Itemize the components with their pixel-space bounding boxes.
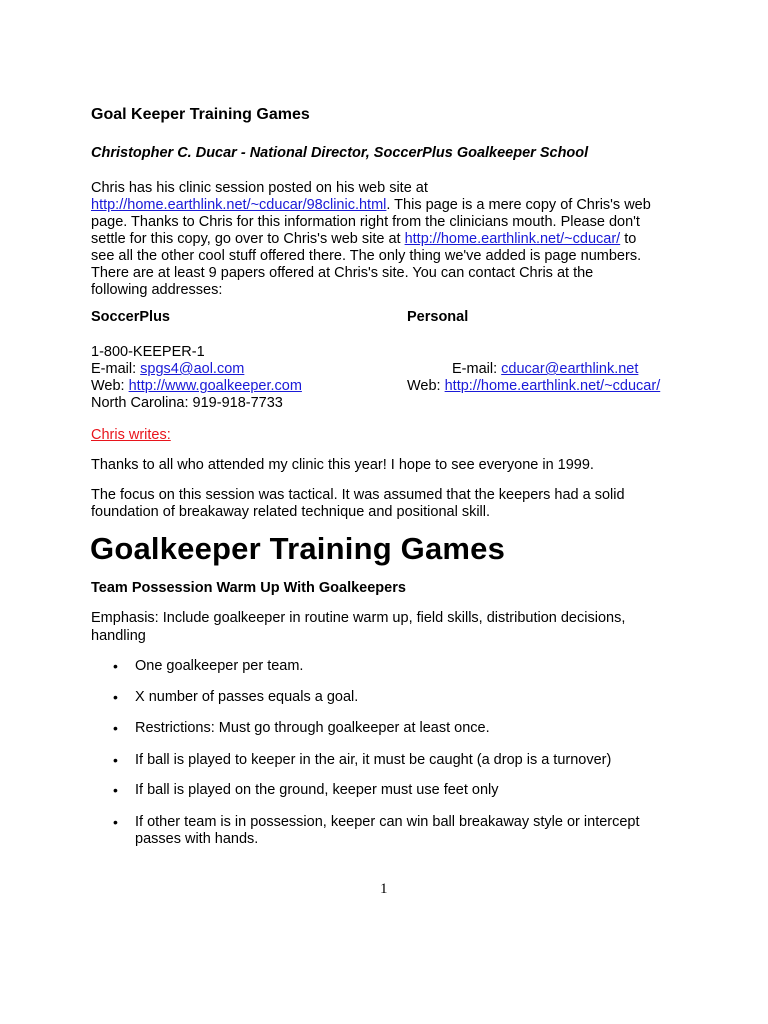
- soccerplus-heading: SoccerPlus: [91, 309, 170, 325]
- soccerplus-phone: 1-800-KEEPER-1: [91, 344, 205, 360]
- list-item: X number of passes equals a goal.: [135, 689, 359, 705]
- soccerplus-web-link[interactable]: http://www.goalkeeper.com: [128, 378, 302, 394]
- bullet-marker: •: [113, 720, 118, 736]
- list-item: If other team is in possession, keeper can win ball breakaway style or intercept: [135, 814, 640, 830]
- bullet-marker: •: [113, 752, 118, 768]
- page-number: 1: [380, 881, 388, 897]
- bullet-marker: •: [113, 658, 118, 674]
- soccerplus-web-label: Web:: [91, 378, 129, 394]
- personal-web-line: [407, 378, 660, 395]
- personal-web-link[interactable]: http://home.earthlink.net/~cducar/: [444, 378, 661, 394]
- bullet-marker: •: [113, 689, 118, 705]
- list-item: If ball is played to keeper in the air, it must be caught (a drop is a turnover): [135, 752, 612, 768]
- intro-line-3: page. Thanks to Chris for this information right from the clinicians mouth. Please don't: [91, 214, 640, 230]
- document-heading: Goal Keeper Training Games: [91, 106, 310, 123]
- list-item-continuation: passes with hands.: [135, 831, 259, 847]
- section-heading: Team Possession Warm Up With Goalkeepers: [91, 580, 406, 596]
- focus-line-1: The focus on this session was tactical. It was assumed that the keepers had a solid: [91, 487, 625, 503]
- emphasis-line-2: handling: [91, 628, 146, 644]
- chris-writes-label: Chris writes:: [91, 427, 171, 443]
- intro-line-6: There are at least 9 papers offered at Chris's site. You can contact Chris at the: [91, 265, 594, 281]
- big-title: Goalkeeper Training Games: [90, 531, 506, 566]
- intro-line-4-start: settle for this copy, go over to Chris's web site at: [91, 231, 405, 247]
- thanks-paragraph: Thanks to all who attended my clinic this year! I hope to see everyone in 1999.: [91, 457, 594, 473]
- focus-line-2: foundation of breakaway related technique and positional skill.: [91, 504, 491, 520]
- intro-line-2: [91, 197, 651, 214]
- personal-email-link[interactable]: cducar@earthlink.net: [501, 361, 639, 377]
- list-item: One goalkeeper per team.: [135, 658, 304, 674]
- emphasis-line-1: Emphasis: Include goalkeeper in routine warm up, field skills, distribution decisions,: [91, 610, 626, 626]
- soccerplus-email-line: [91, 361, 244, 378]
- bullet-marker: •: [113, 814, 118, 830]
- clinic-page-link[interactable]: http://home.earthlink.net/~cducar/98clinic.html: [91, 197, 387, 213]
- soccerplus-email-link[interactable]: spgs4@aol.com: [140, 361, 245, 377]
- intro-line-4: [91, 231, 636, 248]
- personal-email-line: [452, 361, 638, 378]
- soccerplus-state-phone: North Carolina: 919-918-7733: [91, 395, 283, 411]
- intro-line-4-end: to: [620, 231, 637, 247]
- list-item: If ball is played on the ground, keeper must use feet only: [135, 782, 499, 798]
- intro-line-2-rest: . This page is a mere copy of Chris's web: [386, 197, 651, 213]
- intro-line-5: see all the other cool stuff offered there. The only thing we've added is page numbers.: [91, 248, 642, 264]
- intro-line-7: following addresses:: [91, 282, 223, 298]
- author-line: Christopher C. Ducar - National Director, SoccerPlus Goalkeeper School: [91, 145, 589, 161]
- list-item: Restrictions: Must go through goalkeeper at least once.: [135, 720, 490, 736]
- chris-site-link[interactable]: http://home.earthlink.net/~cducar/: [404, 231, 621, 247]
- bullet-marker: •: [113, 782, 118, 798]
- personal-heading: Personal: [407, 309, 469, 325]
- personal-web-label: Web:: [407, 378, 445, 394]
- personal-email-label: E-mail:: [452, 361, 502, 377]
- soccerplus-web-line: [91, 378, 302, 395]
- soccerplus-email-label: E-mail:: [91, 361, 141, 377]
- intro-line-1: Chris has his clinic session posted on his web site at: [91, 180, 428, 196]
